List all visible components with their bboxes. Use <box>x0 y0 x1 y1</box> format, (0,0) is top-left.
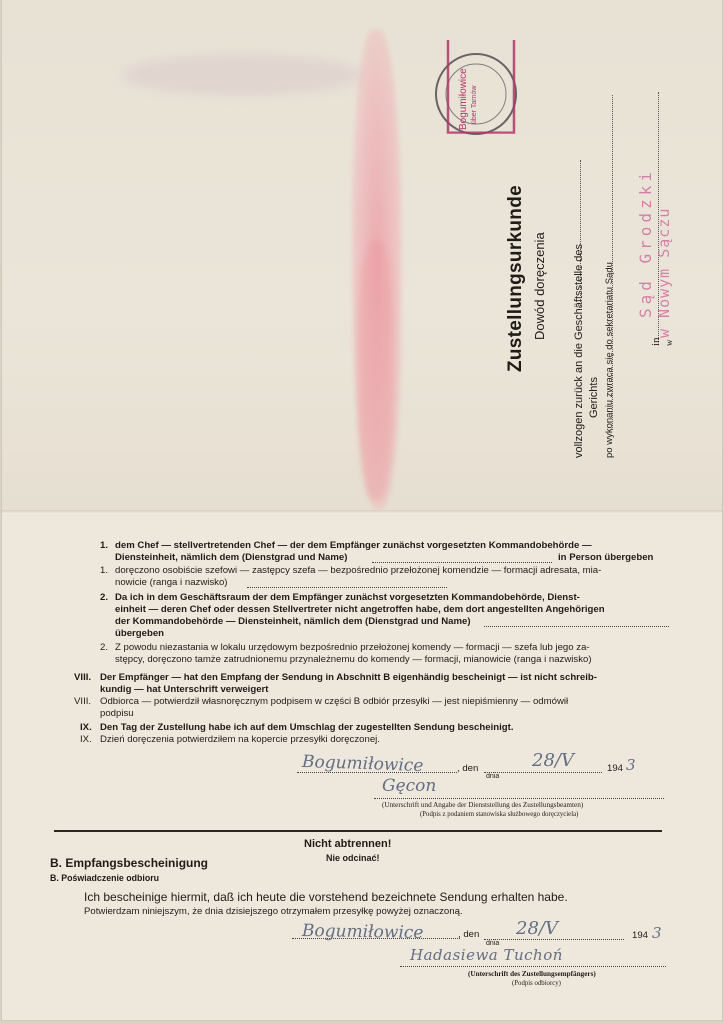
year-prefix-1: 194 <box>607 763 624 774</box>
pink-stain-inner <box>358 240 394 500</box>
do-not-detach-pl: Nie odcinać! <box>326 853 380 863</box>
s1-de-line-2: Diensteinheit, nämlich dem (Dienstgrad und Name) <box>115 552 348 563</box>
signature-deliverer: Gęcon <box>382 776 437 796</box>
postmark-stamp <box>426 40 522 136</box>
s1-pl-rank-line <box>247 587 447 588</box>
s1-de-tail: in Person übergeben <box>558 552 654 563</box>
dnia-label-1: dnia <box>486 773 500 780</box>
postmark-sub: über Tarnów <box>471 85 478 124</box>
form-body <box>2 514 722 1020</box>
court-stamp-line-1: Sąd Grodzki <box>636 168 655 318</box>
dnia-label-2: dnia <box>486 940 500 947</box>
s1-number: 1. <box>100 540 109 551</box>
s2-pl-line-2: stępcy, doręczono tamże zatrudnionemu przynależnemu do komendy — formacji, mianowicie (ranga i nazwisko) <box>115 654 592 665</box>
s2-de-line-1: Da ich in dem Geschäftsraum der dem Empfänger zunächst vorgesetzten Kommandobehörde, Dienst- <box>115 592 580 603</box>
s9-number: IX. <box>80 722 92 733</box>
date-line-1 <box>484 772 602 773</box>
year-handwriting-1: 3 <box>626 756 636 774</box>
s1-de-line-1: dem Chef — stellvertretenden Chef — der dem Empfänger zunächst vorgesetzten Kommandobehörde — <box>115 540 592 551</box>
s9-pl: Dzień doręczenia potwierdziłem na kopercie przesyłki doręczonej. <box>100 734 380 745</box>
signature-line-2 <box>400 966 666 967</box>
s8-pl-line-1: Odbiorca — potwierdził własnoręcznym podpisem w części B odbiór przesyłki — jest niepiśmienny — odmówił <box>100 696 569 707</box>
section-b-text-pl: Potwierdzam niniejszym, że dnia dzisiejszego otrzymałem przesyłkę powyżej oznaczoną. <box>84 906 463 917</box>
s9-number-pl: IX. <box>80 734 92 745</box>
s1-number-pl: 1. <box>100 565 109 576</box>
envelope-cover-half <box>2 0 722 512</box>
w-label: w <box>664 339 674 346</box>
return-note-pl: po wykonaniu zwraca się do sekretariatu Sądu <box>604 262 615 458</box>
date-line-2 <box>484 939 624 940</box>
s8-de-line-1: Der Empfänger — hat den Empfang der Sendung in Abschnitt B eigenhändig bescheinigt — ist nicht schreib- <box>100 672 597 683</box>
den-label-1: , den <box>457 763 479 774</box>
den-label-2: , den <box>458 929 480 940</box>
in-label: in <box>650 337 662 346</box>
date-handwriting-2: 28/V <box>516 918 558 939</box>
detach-rule <box>54 830 662 832</box>
s8-pl-line-2: podpisu <box>100 708 134 719</box>
s2-de-line-3: der Kommandobehörde — Diensteinheit, nämlich dem (Dienstgrad und Name) <box>115 616 471 627</box>
s8-number: VIII. <box>74 672 92 683</box>
s2-number: 2. <box>100 592 109 603</box>
s9-de: Den Tag der Zustellung habe ich auf dem Umschlag der zugestellten Sendung bescheinigt. <box>100 722 514 733</box>
s2-de-line-2: einheit — deren Chef oder dessen Stellvertreter nicht angetroffen habe, dem dort angestellten Angehörigen <box>115 604 605 615</box>
caption-de-2: (Unterschrift des Zustellungsempfängers) <box>468 970 596 978</box>
return-dotted-line-2 <box>612 95 613 430</box>
document-page <box>2 0 722 1020</box>
document-title-de: Zustellungsurkunde <box>505 185 526 372</box>
s8-de-line-2: kundig — hat Unterschrift verweigert <box>100 684 269 695</box>
place-handwriting-1: Bogumiłowice <box>301 751 424 777</box>
s2-pl-line-1: Z powodu niezastania w lokalu urzędowym bezpośrednio przełożonej komendy — formacji — szefa lub jego za- <box>115 642 590 653</box>
return-dotted-line <box>580 160 581 310</box>
signature-recipient: Hadasiewa Tuchoń <box>410 946 563 964</box>
s2-de-line-4: übergeben <box>115 628 165 639</box>
caption-pl-2: (Podpis odbiorcy) <box>512 980 561 987</box>
court-stamp-line-2: w Nowym Sączu <box>655 207 673 338</box>
caption-pl-1: (Podpis z podaniem stanowiska służbowego doręczyciela) <box>420 811 579 818</box>
do-not-detach-de: Nicht abtrennen! <box>304 838 392 850</box>
s2-number-pl: 2. <box>100 642 109 653</box>
caption-de-1: (Unterschrift und Angabe der Dienststellung des Zustellungsbeamten) <box>382 801 584 809</box>
return-note-de-2: Gerichts <box>588 377 600 418</box>
postmark-text: Bogumiłowice <box>458 68 469 130</box>
section-b-text-de: Ich bescheinige hiermit, daß ich heute die vorstehend bezeichnete Sendung erhalten habe. <box>84 890 568 904</box>
year-prefix-2: 194 <box>632 930 649 941</box>
document-title-pl: Dowód doręczenia <box>532 232 547 340</box>
year-handwriting-2: 3 <box>652 924 662 942</box>
section-b-title-de: B. Empfangsbescheinigung <box>50 856 209 870</box>
s1-pl-line-2: nowicie (ranga i nazwisko) <box>115 577 228 588</box>
s2-rank-name-line <box>484 626 669 627</box>
place-handwriting-2: Bogumiłowice <box>301 920 424 944</box>
s8-number-pl: VIII. <box>74 696 92 707</box>
date-handwriting-1: 28/V <box>532 750 574 771</box>
s1-pl-line-1: doręczono osobiście szefowi — zastępcy szefa — bezpośrednio przełożonej komendzie — formacji adresata, mia- <box>115 565 602 576</box>
s1-rank-name-line <box>372 562 552 563</box>
ink-bleed-through <box>122 55 362 95</box>
return-note-de: vollzogen zurück an die Geschäftsstelle des <box>573 243 585 458</box>
signature-line-1 <box>374 798 664 799</box>
section-b-title-pl: B. Poświadczenie odbioru <box>50 873 159 883</box>
